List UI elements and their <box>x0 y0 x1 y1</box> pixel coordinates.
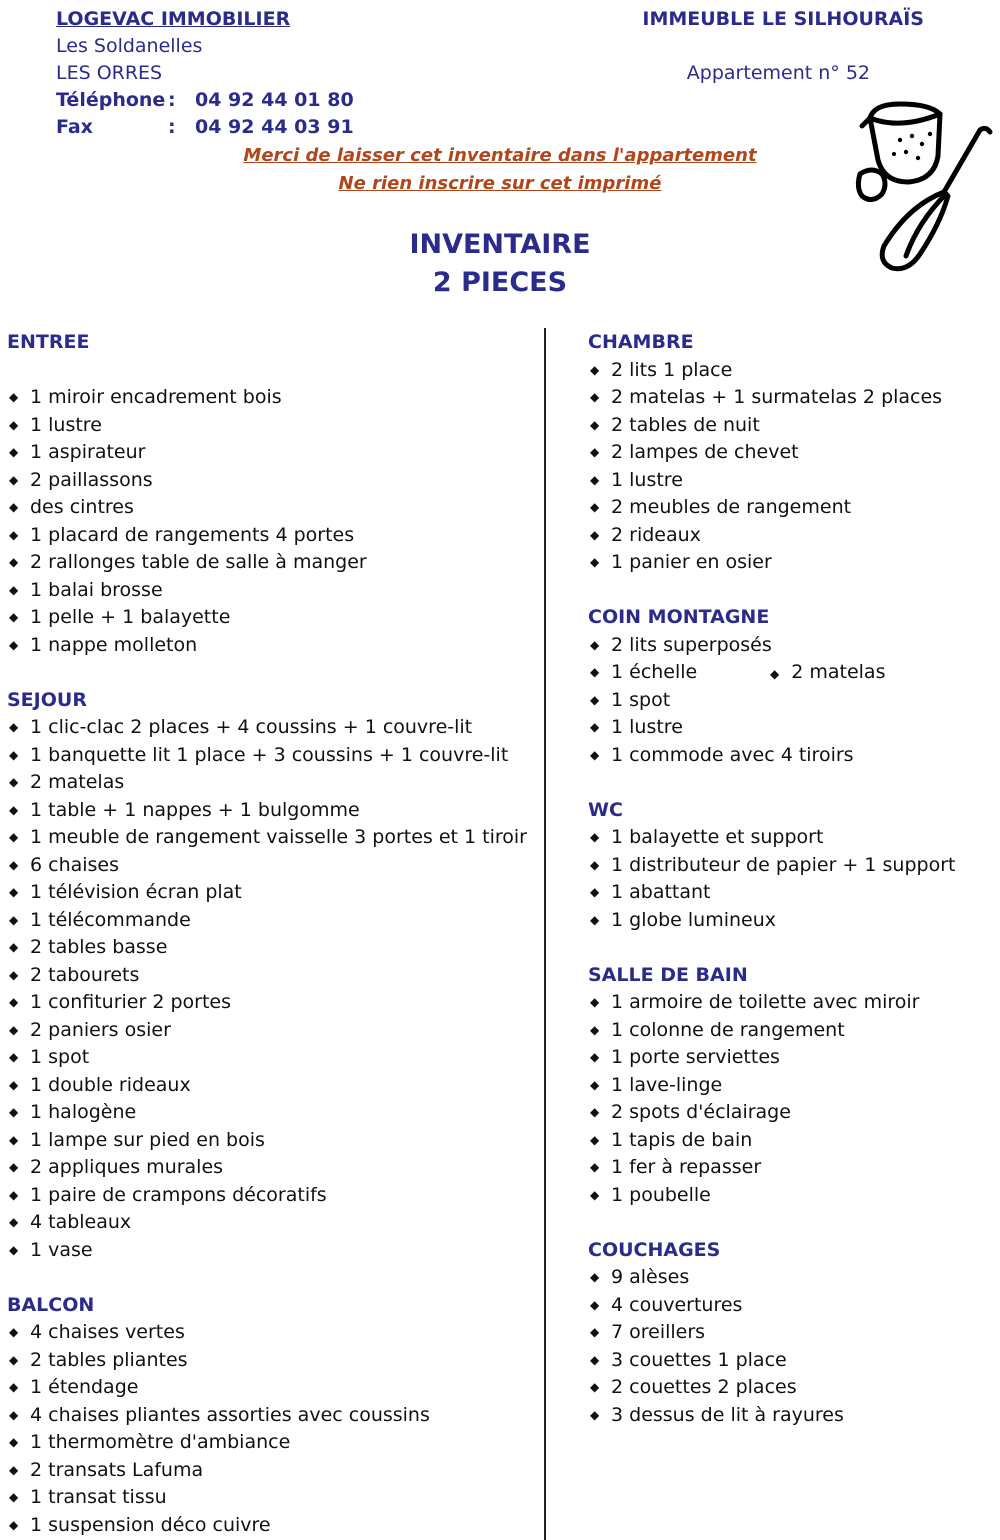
list-wc <box>588 824 998 934</box>
list-item: ◆ 2 couettes 2 places <box>588 1374 998 1402</box>
bullet-icon: ◆ <box>9 417 19 432</box>
bullet-icon: ◆ <box>9 885 19 899</box>
list-item: ◆ 1 suspension déco cuivre <box>7 1512 547 1540</box>
bullet-icon: ◆ <box>590 692 600 707</box>
list-item: ◆ 1 double rideaux <box>7 1072 547 1100</box>
list-item: ◆ 1 lave-linge <box>588 1072 998 1100</box>
bullet-icon: ◆ <box>9 912 19 927</box>
list-item: ◆ 9 alèses <box>588 1264 998 1292</box>
bullet-icon: ◆ <box>590 1380 600 1394</box>
section-sejour <box>7 687 547 1265</box>
list-item: ◆ 4 couvertures <box>588 1292 998 1320</box>
list-item: ◆ 1 balayette et support <box>588 824 998 852</box>
section-coin-montagne <box>588 604 998 769</box>
bullet-icon: ◆ <box>590 1297 600 1312</box>
bullet-icon: ◆ <box>9 775 19 789</box>
section-title-couchages: COUCHAGES <box>588 1238 721 1261</box>
list-item: ◆ 1 armoire de toilette avec miroir <box>588 989 998 1017</box>
list-item: ◆ 1 étendage <box>7 1374 547 1402</box>
list-salle-de-bain <box>588 989 998 1209</box>
bullet-icon: ◆ <box>590 1022 600 1037</box>
bullet-icon: ◆ <box>9 1435 19 1449</box>
agency-name: LOGEVAC IMMOBILIER <box>56 8 291 30</box>
list-item: ◆ 1 vase <box>7 1237 547 1265</box>
phone-label: Téléphone <box>56 89 166 111</box>
bullet-icon: ◆ <box>590 912 600 927</box>
bullet-icon: ◆ <box>9 995 19 1009</box>
list-item: ◆ 2 rallonges table de salle à manger <box>7 549 547 577</box>
list-item: ◆ 1 abattant <box>588 879 998 907</box>
bullet-icon: ◆ <box>590 472 600 487</box>
section-title-wc: WC <box>588 798 623 821</box>
list-item: ◆ 3 couettes 1 place <box>588 1347 998 1375</box>
list-item: ◆ 2 meubles de rangement <box>588 494 998 522</box>
bullet-icon: ◆ <box>9 637 19 652</box>
bullet-icon: ◆ <box>9 940 19 954</box>
bullet-icon: ◆ <box>590 1077 600 1092</box>
section-salle-de-bain <box>588 962 998 1210</box>
section-title-chambre: CHAMBRE <box>588 331 694 353</box>
bullet-icon: ◆ <box>9 802 19 817</box>
bullet-icon: ◆ <box>590 555 600 569</box>
list-item: ◆ 1 porte serviettes <box>588 1044 998 1072</box>
list-item: ◆ 7 oreillers <box>588 1319 998 1347</box>
list-item: ◆ 1 colonne de rangement <box>588 1017 998 1045</box>
bullet-icon: ◆ <box>590 390 600 404</box>
bullet-icon: ◆ <box>9 390 19 404</box>
bullet-icon: ◆ <box>9 967 19 982</box>
bullet-icon: ◆ <box>9 1105 19 1119</box>
building-name: IMMEUBLE LE SILHOURAÏS <box>642 8 924 30</box>
bullet-icon: ◆ <box>590 885 600 899</box>
bullet-icon: ◆ <box>590 995 600 1009</box>
bullet-icon: ◆ <box>9 500 19 514</box>
list-item: ◆ 2 transats Lafuma <box>7 1457 547 1485</box>
list-item: ◆ 1 distributeur de papier + 1 support <box>588 852 998 880</box>
bullet-icon: ◆ <box>9 857 19 872</box>
list-item: ◆ 2 matelas + 1 surmatelas 2 places <box>588 384 998 412</box>
phone-separator: : <box>168 89 176 111</box>
bullet-icon: ◆ <box>9 445 19 459</box>
fax-label: Fax <box>56 116 93 138</box>
bullet-icon: ◆ <box>9 472 19 487</box>
bullet-icon: ◆ <box>9 1022 19 1037</box>
list-item: ◆ 2 tables de nuit <box>588 412 998 440</box>
bullet-icon: ◆ <box>590 417 600 432</box>
list-item: ◆ 1 miroir encadrement bois <box>7 384 547 412</box>
list-item: ◆ 1 thermomètre d'ambiance <box>7 1429 547 1457</box>
bullet-icon: ◆ <box>9 1077 19 1092</box>
list-item: ◆ 1 confiturier 2 portes <box>7 989 547 1017</box>
list-item: ◆ des cintres <box>7 494 547 522</box>
list-item: ◆ 2 matelas <box>7 769 547 797</box>
list-item: ◆ 1 halogène <box>7 1099 547 1127</box>
list-couchages <box>588 1264 998 1429</box>
bullet-icon: ◆ <box>9 555 19 569</box>
bullet-icon: ◆ <box>9 527 19 542</box>
list-item: ◆ 2 tables pliantes <box>7 1347 547 1375</box>
right-column <box>588 329 998 1429</box>
bullet-icon: ◆ <box>590 1352 600 1367</box>
section-chambre <box>588 329 998 577</box>
list-item: ◆ 1 fer à repasser <box>588 1154 998 1182</box>
agency-address-line2: LES ORRES <box>56 62 163 84</box>
list-item: ◆ 1 transat tissu <box>7 1484 547 1512</box>
bullet-icon: ◆ <box>9 1380 19 1394</box>
bullet-icon: ◆ <box>9 1050 19 1064</box>
list-item: ◆ 1 globe lumineux <box>588 907 998 935</box>
bullet-icon: ◆ <box>9 830 19 844</box>
bullet-icon: ◆ <box>590 1407 600 1422</box>
list-item: ◆ 1 pelle + 1 balayette <box>7 604 547 632</box>
list-item: ◆ 1 nappe molleton <box>7 632 547 660</box>
bullet-icon: ◆ <box>590 1160 600 1174</box>
bullet-icon: ◆ <box>590 500 600 514</box>
bullet-icon: ◆ <box>9 1517 19 1532</box>
list-item: ◆ 1 table + 1 nappes + 1 bulgomme <box>7 797 547 825</box>
bullet-icon: ◆ <box>9 1160 19 1174</box>
list-item: ◆ 2 lampes de chevet <box>588 439 998 467</box>
bullet-icon: ◆ <box>590 1050 600 1064</box>
list-item: ◆ 2 spots d'éclairage <box>588 1099 998 1127</box>
list-item: ◆ 1 lampe sur pied en bois <box>7 1127 547 1155</box>
list-item: ◆ 2 lits superposés <box>588 632 998 660</box>
section-title-coin-montagne: COIN MONTAGNE <box>588 606 770 628</box>
bullet-icon: ◆ <box>9 1132 19 1147</box>
list-item: ◆ 1 télécommande <box>7 907 547 935</box>
bullet-icon: ◆ <box>9 1352 19 1367</box>
section-title-entree: ENTREE <box>7 331 90 353</box>
list-item: ◆ 1 paire de crampons décoratifs <box>7 1182 547 1210</box>
section-wc <box>588 797 998 935</box>
measuring-cup-and-whisk-icon <box>848 96 998 276</box>
section-title-salle-de-bain: SALLE DE BAIN <box>588 963 748 986</box>
list-coin-montagne <box>588 632 998 770</box>
bullet-icon: ◆ <box>590 637 600 652</box>
list-item: ◆ 2 tabourets <box>7 962 547 990</box>
page-title: INVENTAIRE <box>409 229 591 260</box>
bullet-icon: ◆ <box>9 1187 19 1202</box>
bullet-icon: ◆ <box>590 830 600 844</box>
list-item: ◆ 1 banquette lit 1 place + 3 coussins + 1 couvre-lit <box>7 742 547 770</box>
notice-do-not-write: Ne rien inscrire sur cet imprimé <box>338 173 662 194</box>
page-subtitle: 2 PIECES <box>432 267 568 298</box>
bullet-icon: ◆ <box>590 445 600 459</box>
bullet-icon: ◆ <box>590 362 600 377</box>
list-entree <box>7 384 547 659</box>
bullet-icon: ◆ <box>9 1215 19 1229</box>
list-item: ◆ 1 spot <box>7 1044 547 1072</box>
list-item: ◆ 1 tapis de bain <box>588 1127 998 1155</box>
list-sejour <box>7 714 547 1264</box>
list-item: ◆ 2 appliques murales <box>7 1154 547 1182</box>
section-couchages <box>588 1237 998 1430</box>
list-balcon <box>7 1319 547 1539</box>
list-item: ◆ 1 spot <box>588 687 998 715</box>
section-title-sejour: SEJOUR <box>7 688 87 711</box>
bullet-icon: ◆ <box>590 720 600 734</box>
list-item: ◆ 1 balai brosse <box>7 577 547 605</box>
list-item: ◆ 4 tableaux <box>7 1209 547 1237</box>
section-entree <box>7 329 547 659</box>
fax-separator: : <box>168 116 176 138</box>
bullet-icon: ◆ <box>9 747 19 762</box>
apartment-number: Appartement n° 52 <box>686 62 870 84</box>
phone-number: 04 92 44 01 80 <box>195 89 354 111</box>
bullet-icon: ◆ <box>590 1325 600 1339</box>
list-item: ◆ 4 chaises vertes <box>7 1319 547 1347</box>
list-item: ◆ 1 poubelle <box>588 1182 998 1210</box>
bullet-icon: ◆ <box>590 527 600 542</box>
bullet-icon: ◆ <box>9 1407 19 1422</box>
section-title-balcon: BALCON <box>7 1293 95 1316</box>
list-item: ◆ 6 chaises <box>7 852 547 880</box>
left-column <box>7 329 547 1539</box>
bullet-icon: ◆ <box>9 1242 19 1257</box>
list-item-inline: ◆ 2 matelas <box>770 661 886 683</box>
bullet-icon: ◆ <box>770 667 780 681</box>
list-chambre <box>588 357 998 577</box>
list-item: ◆ 1 panier en osier <box>588 549 998 577</box>
bullet-icon: ◆ <box>590 1187 600 1202</box>
list-item: ◆ 1 télévision écran plat <box>7 879 547 907</box>
bullet-icon: ◆ <box>590 747 600 762</box>
bullet-icon: ◆ <box>590 857 600 872</box>
list-item: ◆ 1 commode avec 4 tiroirs <box>588 742 998 770</box>
fax-number: 04 92 44 03 91 <box>195 116 354 138</box>
list-item: ◆ 2 rideaux <box>588 522 998 550</box>
bullet-icon: ◆ <box>590 1132 600 1147</box>
list-item: ◆ 1 placard de rangements 4 portes <box>7 522 547 550</box>
section-balcon <box>7 1292 547 1540</box>
list-item: ◆ 3 dessus de lit à rayures <box>588 1402 998 1430</box>
list-item: ◆ 1 lustre <box>588 714 998 742</box>
list-item: ◆ 1 lustre <box>588 467 998 495</box>
list-item: ◆ 2 lits 1 place <box>588 357 998 385</box>
bullet-icon: ◆ <box>590 1270 600 1284</box>
list-item: ◆ 1 aspirateur <box>7 439 547 467</box>
list-item: ◆ 2 paniers osier <box>7 1017 547 1045</box>
agency-address-line1: Les Soldanelles <box>56 35 203 57</box>
list-item: ◆ 1 lustre <box>7 412 547 440</box>
list-item: ◆ 1 meuble de rangement vaisselle 3 portes et 1 tiroir <box>7 824 547 852</box>
list-item: ◆ 2 tables basse <box>7 934 547 962</box>
bullet-icon: ◆ <box>9 1462 19 1477</box>
bullet-icon: ◆ <box>9 1490 19 1504</box>
bullet-icon: ◆ <box>9 582 19 597</box>
bullet-icon: ◆ <box>9 720 19 734</box>
list-item: ◆ 2 paillassons <box>7 467 547 495</box>
notice-keep-inventory: Merci de laisser cet inventaire dans l'appartement <box>243 145 757 166</box>
bullet-icon: ◆ <box>590 665 600 679</box>
bullet-icon: ◆ <box>9 610 19 624</box>
bullet-icon: ◆ <box>590 1105 600 1119</box>
list-item: ◆ 1 clic-clac 2 places + 4 coussins + 1 couvre-lit <box>7 714 547 742</box>
list-item: ◆ 1 échelle ◆ 2 matelas <box>588 659 998 687</box>
bullet-icon: ◆ <box>9 1325 19 1339</box>
list-item: ◆ 4 chaises pliantes assorties avec coussins <box>7 1402 547 1430</box>
